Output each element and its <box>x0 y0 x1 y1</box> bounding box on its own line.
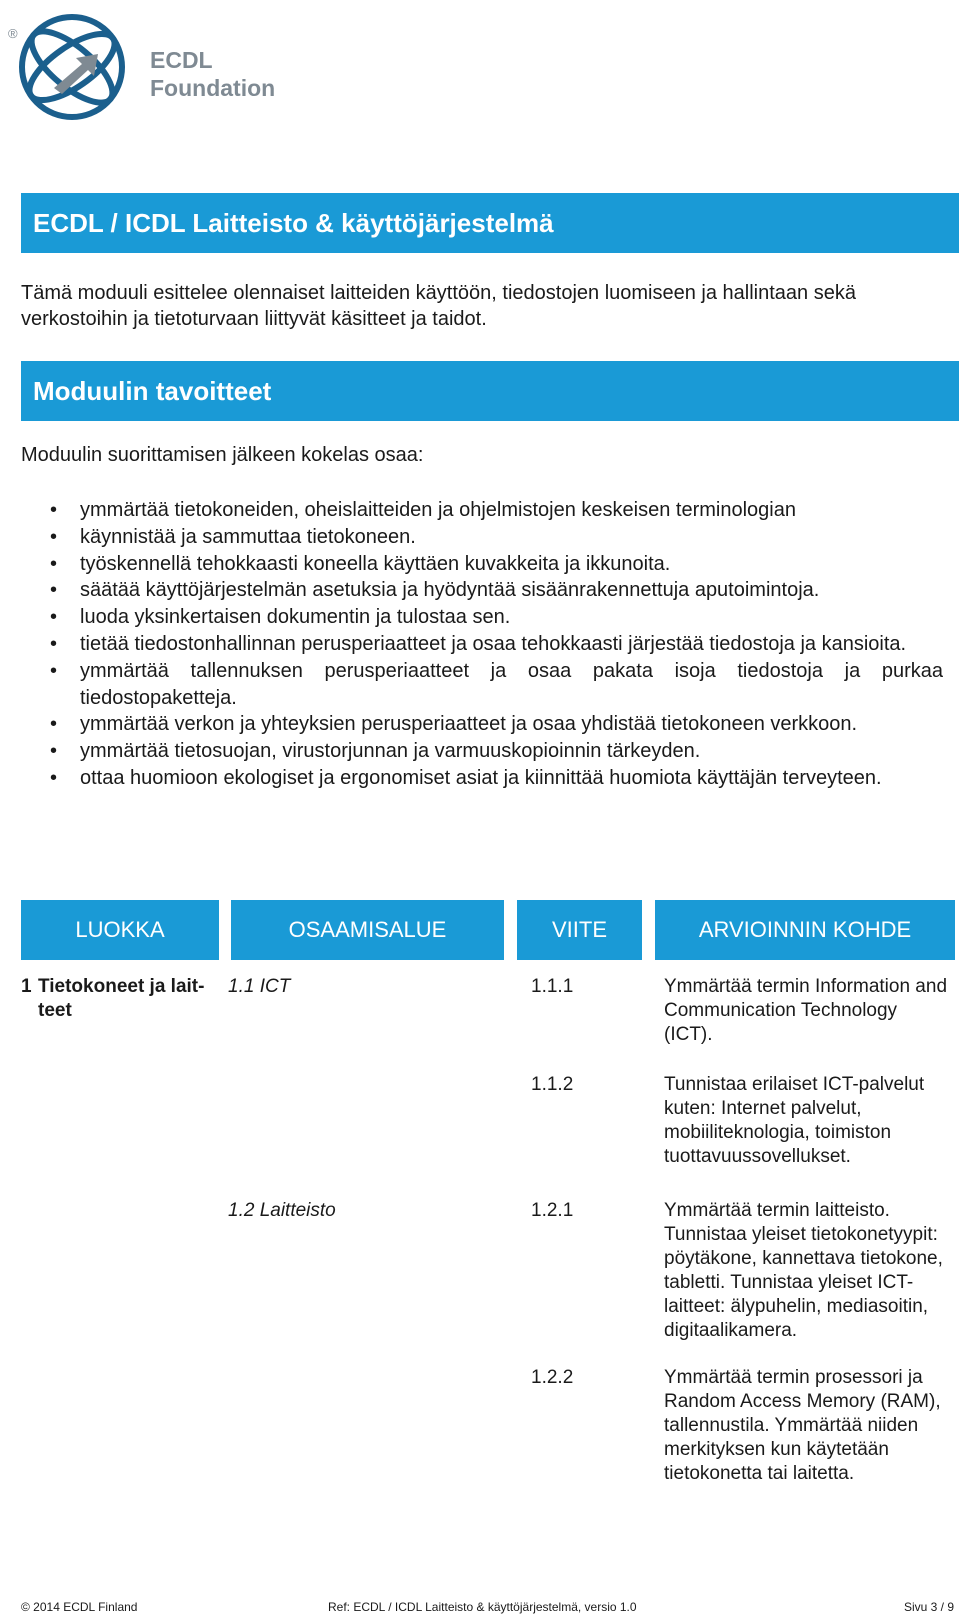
logo-line-1: ECDL <box>150 47 213 73</box>
module-title: ECDL / ICDL Laitteisto & käyttöjärjestelmä <box>21 193 959 253</box>
goal-item: • ymmärtää tietokoneiden, oheislaitteiden ja ohjelmistojen keskeisen terminologian <box>21 497 945 524</box>
desc-1-1-2: Tunnistaa erilaiset ICT-palvelut kuten: Internet palvelut, mobiiliteknologia, toimiston tuottavuussovellukset. <box>664 1074 925 1167</box>
logo-line-2: Foundation <box>150 75 276 101</box>
goal-item: • käynnistää ja sammuttaa tietokoneen. <box>21 524 945 551</box>
header-viite: VIITE <box>517 900 642 960</box>
goal-item: • tietää tiedostonhallinnan perusperiaatteet ja osaa tehokkaasti järjestää tiedostoja ja kansioita. <box>21 631 945 658</box>
logo-wordmark <box>150 46 275 102</box>
goal-item: • säätää käyttöjärjestelmän asetuksia ja hyödyntää sisäänrakennettuja aputoimintoja. <box>21 577 945 604</box>
category-label-line-2: teet <box>38 1000 72 1021</box>
desc-1-1-1: Ymmärtää termin Information and Communication Technology (ICT). <box>664 976 948 1045</box>
header-arvioinnin-kohde: ARVIOINNIN KOHDE <box>655 900 955 960</box>
goal-item: • luoda yksinkertaisen dokumentin ja tulostaa sen. <box>21 604 945 631</box>
category-cell <box>21 975 226 1023</box>
area-laitteisto: 1.2 Laitteisto <box>228 1200 336 1221</box>
globe-arrow-icon <box>6 10 146 125</box>
goal-item: • ymmärtää verkon ja yhteyksien perusperiaatteet ja osaa yhdistää tietokoneen verkkoon. <box>21 711 945 738</box>
goals-list <box>21 497 945 792</box>
goal-item: • ymmärtää tietosuojan, virustorjunnan ja varmuuskopioinnin tärkeyden. <box>21 738 945 765</box>
registered-mark: ® <box>8 26 18 41</box>
desc-1-2-2: Ymmärtää termin prosessori ja Random Access Memory (RAM), tallennustila. Ymmärtää niiden merkityksen kun käytetään tietokonetta tai laitetta. <box>664 1367 941 1484</box>
area-ict: 1.1 ICT <box>228 976 291 997</box>
footer-reference: Ref: ECDL / ICDL Laitteisto & käyttöjärjestelmä, versio 1.0 <box>328 1600 637 1614</box>
header-luokka: LUOKKA <box>21 900 219 960</box>
category-number: 1 <box>21 976 32 997</box>
goals-heading: Moduulin tavoitteet <box>21 361 959 421</box>
goal-item: • työskennellä tehokkaasti koneella käyttäen kuvakkeita ja ikkunoita. <box>21 551 945 578</box>
ref-1-1-2: 1.1.2 <box>531 1074 574 1095</box>
header-osaamisalue: OSAAMISALUE <box>231 900 504 960</box>
goal-item: • ottaa huomioon ekologiset ja ergonomiset asiat ja kiinnittää huomiota käyttäjän terveyteen. <box>21 765 945 792</box>
category-label-line-1: Tietokoneet ja lait- <box>38 976 205 997</box>
intro-paragraph: Tämä moduuli esittelee olennaiset laitteiden käyttöön, tiedostojen luomiseen ja hallintaan sekä verkostoihin ja tietoturvaan liittyvät käsitteet ja taidot. <box>21 282 856 330</box>
ref-1-1-1: 1.1.1 <box>531 976 574 997</box>
desc-1-2-1: Ymmärtää termin laitteisto. Tunnistaa yleiset tietokonetyypit: pöytäkone, kannettava tietokone, tabletti. Tunnistaa yleiset ICT-laitteet: älypuhelin, mediasoitin, digitaalikamera. <box>664 1200 943 1341</box>
ecdl-logo <box>6 10 286 125</box>
goal-item: • ymmärtää tallennuksen perusperiaatteet ja osaa pakata isoja tiedostoja ja purkaa tiedostopaketteja. <box>21 658 945 712</box>
footer-copyright: © 2014 ECDL Finland <box>21 1600 138 1614</box>
ref-1-2-1: 1.2.1 <box>531 1200 574 1221</box>
goals-lead: Moduulin suorittamisen jälkeen kokelas osaa: <box>21 444 424 466</box>
ref-1-2-2: 1.2.2 <box>531 1367 574 1388</box>
footer-page-number: Sivu 3 / 9 <box>904 1600 955 1614</box>
